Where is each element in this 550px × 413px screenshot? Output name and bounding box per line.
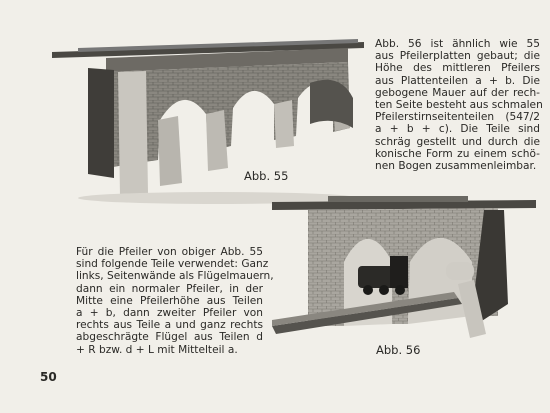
- paragraph-left: [76, 246, 274, 356]
- text-line: + R bzw. d + L mit Mittelteil a.: [76, 343, 238, 356]
- viaduct-photo-abb55: [48, 28, 366, 206]
- text-line: aus Plattenteilen a + b. Die: [375, 74, 540, 87]
- text-line: Höhe des mittleren Pfeilers: [375, 62, 540, 75]
- viaduct-locomotive-illustration: [268, 186, 540, 346]
- text-line: schräg gestellt und durch die: [375, 135, 540, 148]
- text-line: links, Seitenwände als Flügelmauern,: [76, 270, 274, 283]
- text-line: Pfeilerstirnseitenteilen (547/2: [375, 111, 540, 124]
- text-line: Abb. 56 ist ähnlich wie 55: [375, 38, 540, 50]
- viaduct-photo-abb56: [268, 186, 540, 346]
- text-line: aus Pfeilerplatten gebaut; die: [375, 50, 540, 63]
- figure-caption-abb55: Abb. 55: [244, 169, 289, 183]
- page-number: 50: [40, 370, 57, 384]
- text-line: nen Bogen zusammenleimbar.: [375, 160, 537, 173]
- text-line: sind folgende Teile verwendet: Ganz: [76, 258, 269, 271]
- figure-caption-abb56: Abb. 56: [376, 343, 421, 357]
- text-line: Mitte eine Pfeilerhöhe aus Teilen: [76, 294, 263, 307]
- text-line: abgeschrägte Flügel aus Teilen d: [76, 331, 263, 344]
- text-line: a + b + c). Die Teile sind: [375, 123, 540, 136]
- text-line: rechts aus Teile a und ganz rechts: [76, 319, 263, 332]
- text-line: Für die Pfeiler von obiger Abb. 55: [76, 246, 263, 258]
- text-line: gebogene Mauer auf der rech-: [375, 86, 540, 99]
- viaduct-illustration: [48, 28, 366, 206]
- text-line: konische Form zu einem schö-: [375, 147, 540, 160]
- text-line: a + b, dann zweiter Pfeiler von: [76, 307, 263, 320]
- text-line: ten Seite besteht aus schmalen: [375, 99, 543, 112]
- paragraph-right: [375, 38, 543, 173]
- text-line: dann ein normaler Pfeiler, in der: [76, 282, 263, 295]
